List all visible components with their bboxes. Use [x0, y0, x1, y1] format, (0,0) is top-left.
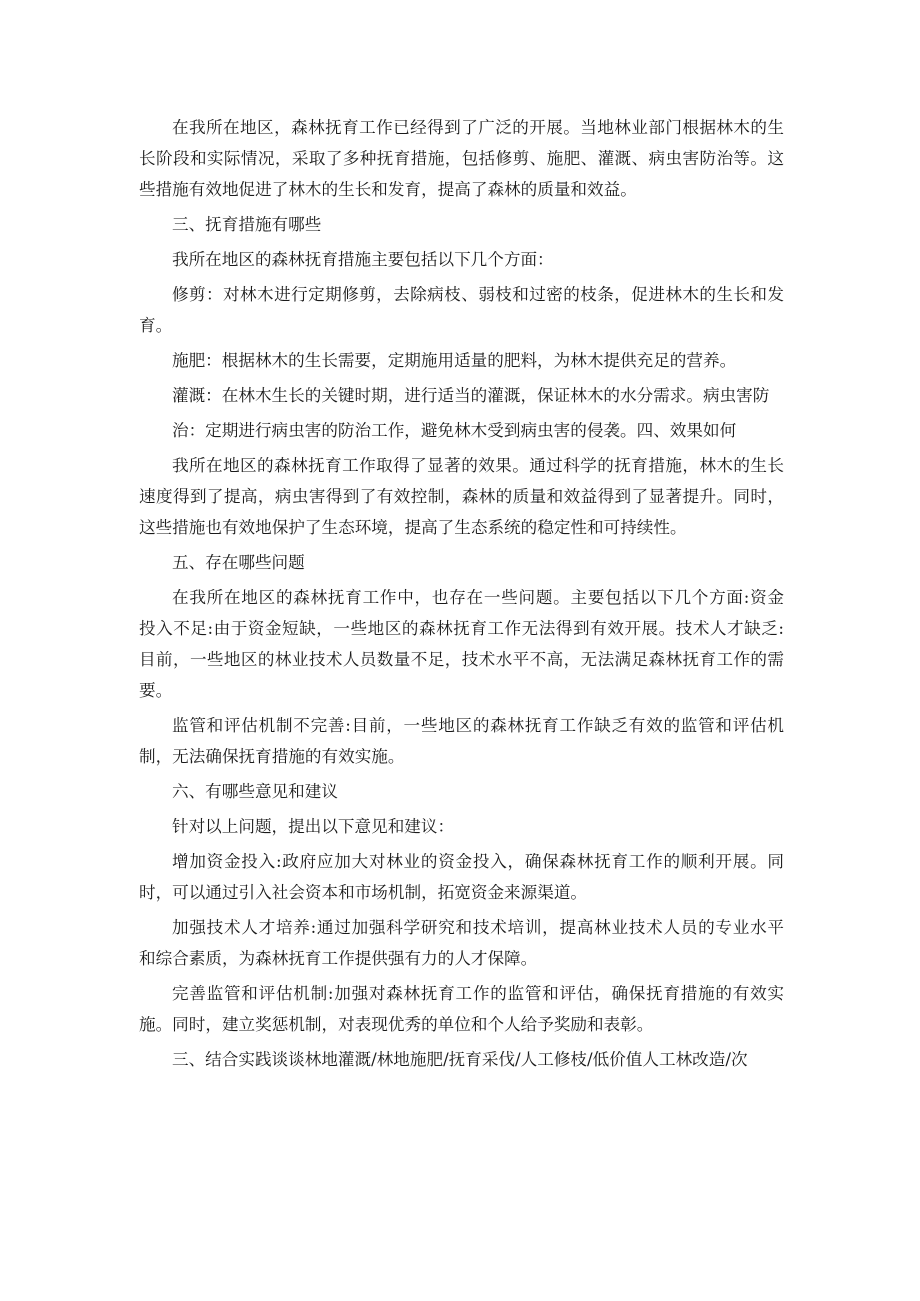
- paragraph: [139, 547, 784, 578]
- text-line: 我所在地区的森林抚育工作取得了显著的效果。通过科学的抚育措施，林木的生长: [172, 456, 784, 475]
- text-line: 三、抚育措施有哪些: [172, 215, 322, 234]
- text-line: 三、结合实践谈谈林地灌溉/林地施肥/抚育采伐/人工修枝/低价值人工林改造/次: [172, 1050, 748, 1069]
- text-line: 施。同时，建立奖惩机制，对表现优秀的单位和个人给予奖励和表彰。: [139, 1015, 654, 1034]
- paragraph: [139, 279, 784, 341]
- text-line: 六、有哪些意见和建议: [172, 782, 338, 801]
- text-line: 要。: [139, 681, 173, 700]
- text-line: 五、存在哪些问题: [172, 553, 305, 572]
- text-line: 施肥：根据林木的生长需要，定期施用适量的肥料，为林木提供充足的营养。: [172, 351, 737, 370]
- paragraph: [139, 1044, 784, 1075]
- text-line: 加强技术人才培养:通过加强科学研究和技术培训，提高林业技术人员的专业水平: [172, 918, 784, 937]
- paragraph: [139, 846, 784, 908]
- paragraph: [139, 912, 784, 974]
- text-line: 增加资金投入:政府应加大对林业的资金投入，确保森林抚育工作的顺利开展。同: [172, 852, 784, 871]
- text-line: 和综合素质，为森林抚育工作提供强有力的人才保障。: [139, 949, 538, 968]
- text-line: 制，无法确保抚育措施的有效实施。: [139, 747, 405, 766]
- text-line: 时，可以通过引入社会资本和市场机制，拓宽资金来源渠道。: [139, 883, 588, 902]
- paragraph: [139, 811, 784, 842]
- paragraph: [139, 415, 784, 446]
- text-line: 我所在地区的森林抚育措施主要包括以下几个方面：: [172, 250, 554, 269]
- paragraph: [139, 582, 784, 706]
- paragraph: [139, 380, 784, 411]
- paragraph: [139, 209, 784, 240]
- text-line: 完善监管和评估机制:加强对森林抚育工作的监管和评估，确保抚育措施的有效实: [172, 984, 784, 1003]
- text-line: 这些措施也有效地保护了生态环境，提高了生态系统的稳定性和可持续性。: [139, 518, 687, 537]
- text-line: 修剪：对林木进行定期修剪，去除病枝、弱枝和过密的枝条，促进林木的生长和发: [172, 285, 784, 304]
- text-line: 在我所在地区的森林抚育工作中，也存在一些问题。主要包括以下几个方面:资金: [172, 588, 784, 607]
- paragraph: [139, 776, 784, 807]
- text-line: 治：定期进行病虫害的防治工作，避免林木受到病虫害的侵袭。四、效果如何: [172, 421, 737, 440]
- document-body: [139, 112, 784, 1079]
- text-line: 育。: [139, 316, 173, 335]
- text-line: 监管和评估机制不完善:目前，一些地区的森林抚育工作缺乏有效的监管和评估机: [172, 716, 784, 735]
- text-line: 目前，一些地区的林业技术人员数量不足，技术水平不高，无法满足森林抚育工作的需: [139, 650, 784, 669]
- paragraph: [139, 710, 784, 772]
- text-line: 针对以上问题，提出以下意见和建议：: [172, 817, 455, 836]
- text-line: 些措施有效地促进了林木的生长和发育，提高了森林的质量和效益。: [139, 180, 637, 199]
- text-line: 投入不足:由于资金短缺，一些地区的森林抚育工作无法得到有效开展。技术人才缺乏:: [139, 619, 784, 638]
- paragraph: [139, 450, 784, 543]
- paragraph: [139, 244, 784, 275]
- text-line: 灌溉：在林木生长的关键时期，进行适当的灌溉，保证林木的水分需求。病虫害防: [172, 386, 770, 405]
- text-line: 在我所在地区，森林抚育工作已经得到了广泛的开展。当地林业部门根据林木的生: [172, 118, 784, 137]
- paragraph: [139, 112, 784, 205]
- text-line: 速度得到了提高，病虫害得到了有效控制，森林的质量和效益得到了显著提升。同时，: [139, 487, 784, 506]
- paragraph: [139, 345, 784, 376]
- text-line: 长阶段和实际情况，采取了多种抚育措施，包括修剪、施肥、灌溉、病虫害防治等。这: [139, 149, 784, 168]
- paragraph: [139, 978, 784, 1040]
